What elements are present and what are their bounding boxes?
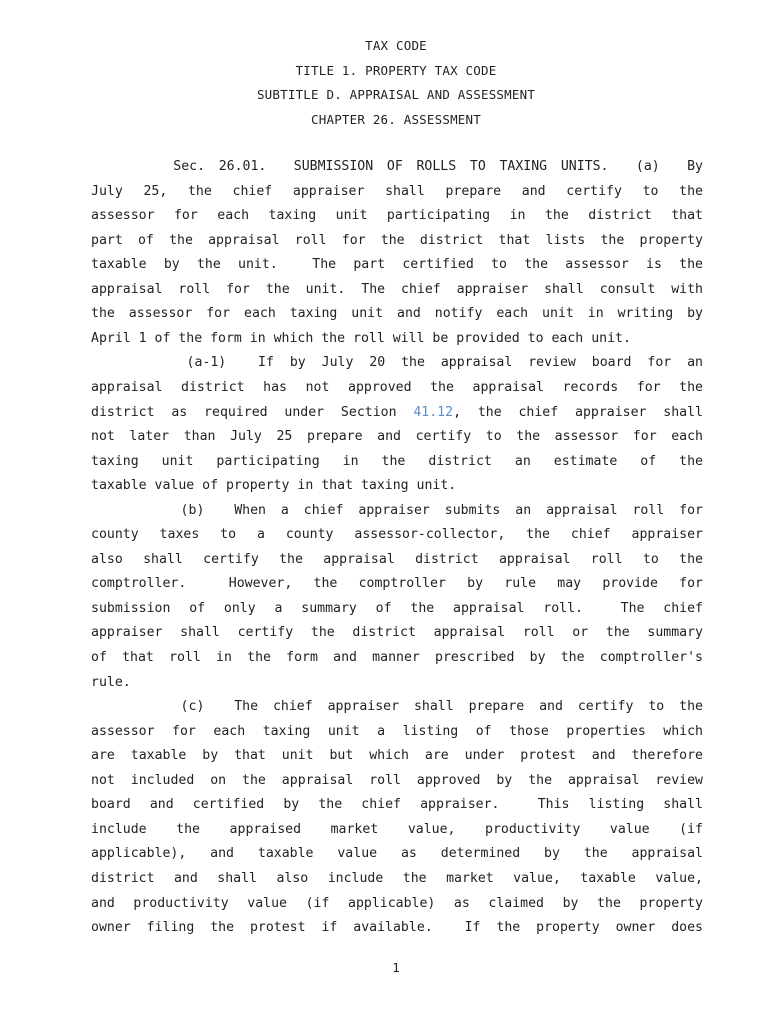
- body-line: comptroller. However, the comptroller by rule may provide for: [91, 576, 703, 592]
- body-line: appraisal roll for the unit. The chief appraiser shall consult with: [91, 281, 703, 297]
- body-line: include the appraised market value, productivity value (if: [91, 821, 703, 837]
- body-line: July 25, the chief appraiser shall prepare and certify to the: [91, 183, 703, 199]
- body-line: (a-1) If by July 20 the appraisal review board for an: [91, 355, 703, 371]
- body-line: district and shall also include the market value, taxable value,: [91, 870, 703, 886]
- body-line: taxable value of property in that taxing unit.: [91, 478, 457, 494]
- body-line: and productivity value (if applicable) as claimed by the property: [91, 895, 703, 911]
- body-line: not included on the appraisal roll approved by the appraisal review: [91, 772, 703, 788]
- body-line: owner filing the protest if available. If the property owner does: [91, 920, 703, 936]
- body-line: submission of only a summary of the appraisal roll. The chief: [91, 600, 703, 616]
- body-line: appraiser shall certify the district appraisal roll or the summary: [91, 625, 703, 641]
- body-line: part of the appraisal roll for the district that lists the property: [91, 232, 703, 248]
- title-heading: TITLE 1. PROPERTY TAX CODE: [295, 63, 497, 78]
- body-line: are taxable by that unit but which are under protest and therefore: [91, 748, 703, 764]
- body-line: not later than July 25 prepare and certify to the assessor for each: [91, 429, 703, 445]
- body-line: taxable by the unit. The part certified to the assessor is the: [91, 257, 703, 273]
- body-line: April 1 of the form in which the roll will be provided to each unit.: [91, 330, 631, 346]
- body-line: county taxes to a county assessor-collector, the chief appraiser: [91, 527, 703, 543]
- body-line: rule.: [91, 674, 131, 690]
- body-line: assessor for each taxing unit a listing of those properties which: [91, 723, 703, 739]
- code-heading: TAX CODE: [365, 38, 427, 53]
- body-line: (b) When a chief appraiser submits an appraisal roll for: [91, 502, 703, 518]
- body-line: (c) The chief appraiser shall prepare and certify to the: [91, 699, 703, 715]
- body-line: applicable), and taxable value as determined by the appraisal: [91, 846, 703, 862]
- body-line: assessor for each taxing unit participating in the district that: [91, 208, 703, 224]
- section-reference-link[interactable]: 41.12: [413, 404, 454, 420]
- body-line: the assessor for each taxing unit and notify each unit in writing by: [91, 306, 703, 322]
- body-line: taxing unit participating in the district an estimate of the: [91, 453, 703, 469]
- body-line: board and certified by the chief appraiser. This listing shall: [91, 797, 703, 813]
- page-number: 1: [392, 960, 400, 975]
- body-line: also shall certify the appraisal district appraisal roll to the: [91, 551, 703, 567]
- subtitle-heading: SUBTITLE D. APPRAISAL AND ASSESSMENT: [256, 87, 536, 102]
- body-line: district as required under Section 41.12, the chief appraiser shall: [91, 404, 703, 420]
- body-line: of that roll in the form and manner prescribed by the comptroller's: [91, 650, 703, 665]
- body-line: appraisal district has not approved the appraisal records for the: [91, 379, 703, 395]
- chapter-heading: CHAPTER 26. ASSESSMENT: [311, 112, 481, 127]
- body-line: Sec. 26.01. SUBMISSION OF ROLLS TO TAXING UNITS. (a) By: [91, 159, 703, 174]
